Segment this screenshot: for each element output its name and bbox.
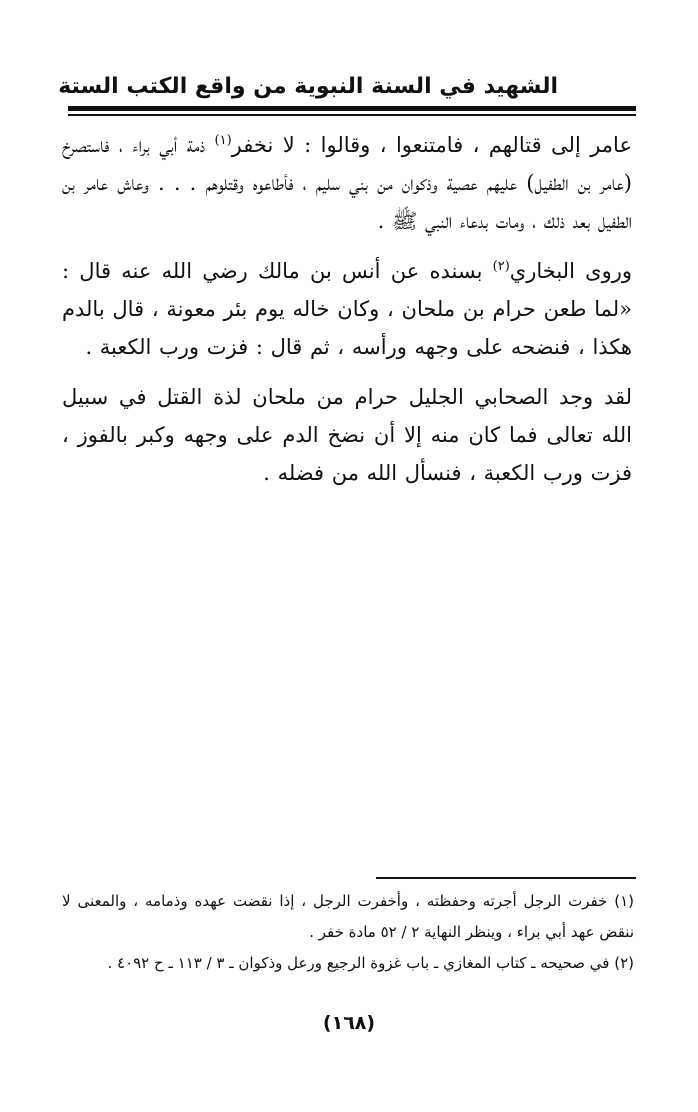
- paragraph: [62, 378, 632, 492]
- header-rule-thin: [68, 114, 636, 116]
- main-text: [62, 126, 632, 504]
- footnotes: [62, 886, 634, 979]
- page-number: (١٦٨): [322, 1012, 376, 1034]
- paragraph-text: بسنده عن أنس بن مالك رضي الله عنه قال : «لما طعن حرام بن ملحان ، وكان خاله يوم بئر معونة ، قال بالدم هكذا ، فنضحه على وجهه ورأسه ، ثم قال : فزت ورب الكعبة .: [62, 259, 632, 359]
- paragraph: [62, 126, 632, 240]
- footnote: (٢) في صحيحه ـ كتاب المغازي ـ باب غزوة الرجيع ورعل وذكوان ـ ٣ / ١١٣ ـ ح ٤٠٩٢ .: [107, 954, 634, 972]
- footnote: (١) خفرت الرجل أجرته وحفظته ، وأخفرت الرجل ، إذا نقضت عهده وذمامه ، والمعنى لا ننقض عهد أبي براء ، وينظر النهاية ٢ / ٥٢ مادة خفر .: [62, 892, 634, 941]
- footnote-ref: (٢): [492, 259, 510, 274]
- header-rule-thick: [68, 106, 636, 111]
- paragraph-text: ذمة أبي براء ، فاستصرخ (عامر بن الطفيل) عليهم عصية وذكوان من بني سليم ، فأطاعوه وقتلوهم . . . وعاش عامر بن الطفيل بعد ذلك ، ومات بدعاء النبي ﷺ .: [62, 133, 632, 233]
- footnote-divider: [376, 877, 636, 879]
- paragraph: [62, 252, 632, 366]
- running-header-title: الشهيد في السنة النبوية من واقع الكتب الستة: [58, 74, 558, 99]
- paragraph-text: وروى البخاري: [509, 259, 632, 283]
- paragraph-text: عامر إلى قتالهم ، فامتنعوا ، وقالوا : لا نخفر: [231, 133, 632, 157]
- paragraph-text: لقد وجد الصحابي الجليل حرام من ملحان لذة القتل في سبيل الله تعالى فما كان منه إلا أن نضخ الدم على وجهه وكبر بالفوز ، فزت ورب الكعبة ، فنسأل الله من فضله .: [62, 385, 632, 485]
- footnote-ref: (١): [214, 133, 232, 148]
